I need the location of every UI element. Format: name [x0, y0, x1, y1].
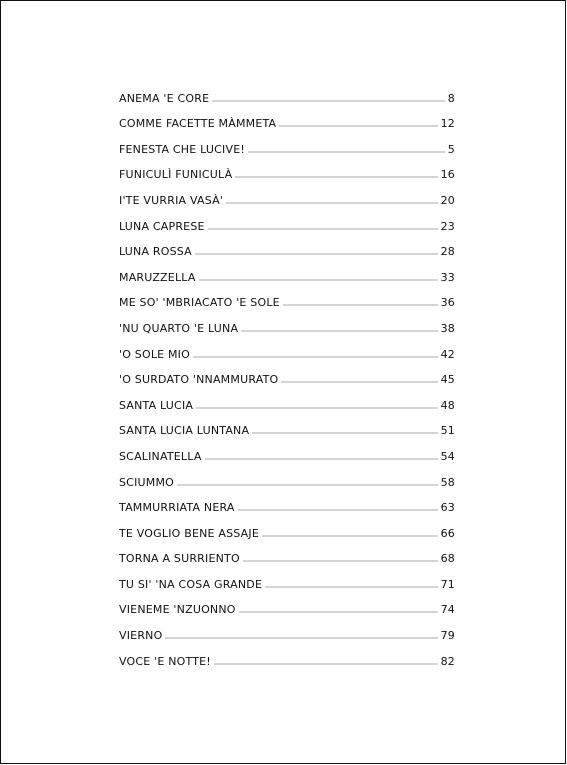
toc-entry — [119, 285, 455, 311]
toc-entry-title: SCIUMMO — [119, 475, 174, 489]
toc-entry-title: MARUZZELLA — [119, 270, 196, 284]
toc-entry — [119, 438, 455, 464]
toc-entry-title: VOCE 'E NOTTE! — [119, 654, 211, 668]
toc-entry-page: 66 — [440, 526, 455, 540]
toc-entry-page: 42 — [440, 347, 455, 361]
dot-leader — [281, 380, 437, 384]
dot-leader — [177, 483, 438, 487]
dot-leader — [243, 559, 438, 563]
toc-entry-page: 12 — [440, 117, 455, 131]
dot-leader — [279, 124, 437, 128]
toc-entry — [119, 541, 455, 567]
toc-entry-page: 58 — [440, 475, 455, 489]
dot-leader — [195, 252, 438, 256]
dot-leader — [235, 175, 437, 179]
dot-leader — [252, 431, 437, 435]
dot-leader — [241, 329, 437, 333]
toc-entry-page: 36 — [440, 296, 455, 310]
toc-entry-page: 28 — [440, 245, 455, 259]
toc-entry-page: 33 — [440, 270, 455, 284]
toc-entry-page: 51 — [440, 424, 455, 438]
dot-leader — [248, 150, 445, 154]
toc-entry-title: SCALINATELLA — [119, 449, 202, 463]
toc-entry-page: 45 — [440, 373, 455, 387]
table-of-contents — [119, 80, 455, 669]
toc-entry-page: 79 — [440, 629, 455, 643]
dot-leader — [205, 457, 438, 461]
toc-entry — [119, 362, 455, 388]
dot-leader — [165, 636, 437, 640]
toc-entry-page: 5 — [447, 142, 455, 156]
dot-leader — [212, 99, 445, 103]
toc-entry — [119, 617, 455, 643]
toc-entry-page: 71 — [440, 577, 455, 591]
toc-entry — [119, 566, 455, 592]
toc-entry-title: LUNA CAPRESE — [119, 219, 205, 233]
dot-leader — [214, 662, 438, 666]
toc-entry-title: TU SI' 'NA COSA GRANDE — [119, 577, 263, 591]
toc-entry — [119, 336, 455, 362]
toc-entry — [119, 310, 455, 336]
dot-leader — [196, 406, 437, 410]
toc-entry — [119, 515, 455, 541]
dot-leader — [262, 534, 438, 538]
toc-entry — [119, 413, 455, 439]
toc-entry — [119, 182, 455, 208]
dot-leader — [193, 355, 438, 359]
toc-entry — [119, 157, 455, 183]
toc-entry-page: 54 — [440, 449, 455, 463]
toc-entry-title: I'TE VURRIA VASÀ' — [119, 193, 224, 207]
toc-entry-title: 'O SURDATO 'NNAMMURATO — [119, 373, 279, 387]
toc-entry — [119, 464, 455, 490]
dot-leader — [199, 278, 438, 282]
toc-entry — [119, 234, 455, 260]
toc-entry — [119, 208, 455, 234]
toc-entry-title: TE VOGLIO BENE ASSAJE — [119, 526, 259, 540]
dot-leader — [283, 303, 438, 307]
toc-entry-title: TORNA A SURRIENTO — [119, 552, 240, 566]
toc-entry-page: 23 — [440, 219, 455, 233]
toc-entry — [119, 592, 455, 618]
dot-leader — [238, 508, 438, 512]
toc-entry-title: TAMMURRIATA NERA — [119, 501, 235, 515]
toc-entry-title: ANEMA 'E CORE — [119, 91, 210, 105]
toc-entry — [119, 259, 455, 285]
toc-entry-page: 16 — [440, 168, 455, 182]
toc-entry-title: 'NU QUARTO 'E LUNA — [119, 321, 239, 335]
dot-leader — [208, 227, 438, 231]
toc-entry-title: VIENEME 'NZUONNO — [119, 603, 236, 617]
toc-entry — [119, 131, 455, 157]
toc-entry-page: 74 — [440, 603, 455, 617]
toc-entry-page: 8 — [447, 91, 455, 105]
toc-entry-page: 68 — [440, 552, 455, 566]
toc-entry-page: 48 — [440, 398, 455, 412]
toc-entry-title: SANTA LUCIA LUNTANA — [119, 424, 250, 438]
toc-entry — [119, 80, 455, 106]
dot-leader — [265, 585, 437, 589]
toc-entry — [119, 490, 455, 516]
toc-entry-title: 'O SOLE MIO — [119, 347, 190, 361]
toc-entry-title: FENESTA CHE LUCIVE! — [119, 142, 245, 156]
toc-entry-title: ME SO' 'MBRIACATO 'E SOLE — [119, 296, 280, 310]
toc-entry — [119, 387, 455, 413]
toc-entry — [119, 643, 455, 669]
toc-entry-page: 63 — [440, 501, 455, 515]
toc-entry-page: 82 — [440, 654, 455, 668]
toc-entry-title: LUNA ROSSA — [119, 245, 192, 259]
toc-entry-title: SANTA LUCIA — [119, 398, 194, 412]
toc-entry-title: FUNICULÌ FUNICULÀ — [119, 168, 233, 182]
toc-entry-page: 20 — [440, 193, 455, 207]
dot-leader — [239, 610, 438, 614]
dot-leader — [226, 201, 438, 205]
toc-entry-page: 38 — [440, 321, 455, 335]
toc-entry-title: COMME FACETTE MÀMMETA — [119, 117, 277, 131]
toc-entry — [119, 106, 455, 132]
toc-entry-title: VIERNO — [119, 629, 163, 643]
